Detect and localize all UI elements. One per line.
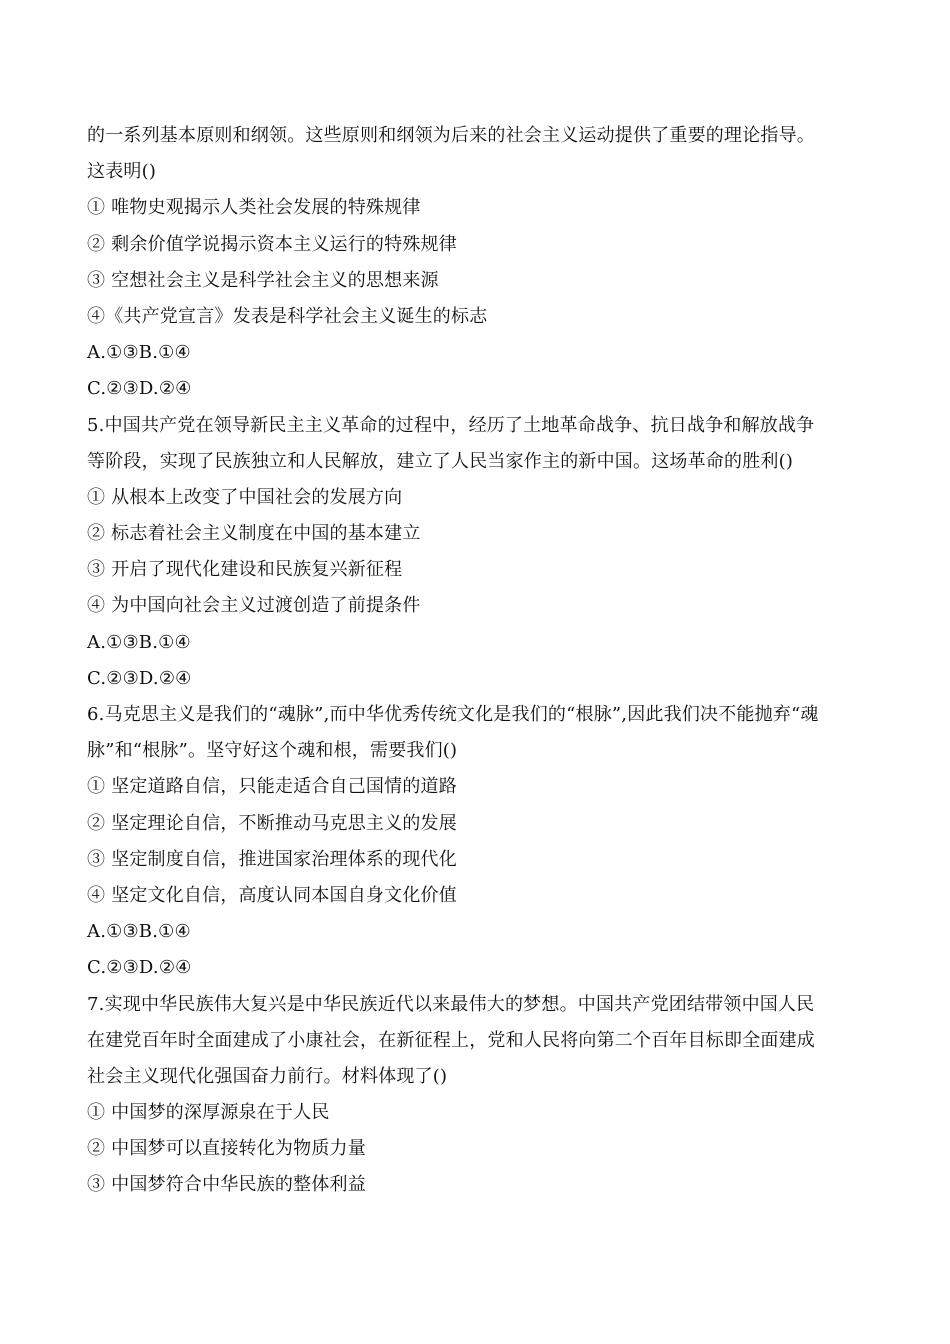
question-stem-line: 7.实现中华民族伟大复兴是中华民族近代以来最伟大的梦想。中国共产党团结带领中国人民 bbox=[87, 993, 815, 1015]
question-stem-line: 脉”和“根脉”。坚守好这个魂和根，需要我们() bbox=[87, 740, 458, 762]
option-line: ④ 坚定文化自信，高度认同本国自身文化价值 bbox=[87, 884, 457, 906]
answer-choices-line: C.②③D.②④ bbox=[87, 667, 192, 689]
answer-choices-line: C.②③D.②④ bbox=[87, 957, 192, 979]
answer-choices-line: A.①③B.①④ bbox=[87, 631, 191, 653]
question-5 bbox=[87, 408, 863, 698]
option-line: ② 剩余价值学说揭示资本主义运行的特殊规律 bbox=[87, 233, 457, 255]
question-stem-line: 在建党百年时全面建成了小康社会，在新征程上，党和人民将向第二个百年目标即全面建成 bbox=[87, 1029, 815, 1051]
option-line: ③ 坚定制度自信，推进国家治理体系的现代化 bbox=[87, 848, 457, 870]
option-line: ② 坚定理论自信，不断推动马克思主义的发展 bbox=[87, 812, 457, 834]
answer-choices-line: A.①③B.①④ bbox=[87, 921, 191, 943]
option-line: ① 从根本上改变了中国社会的发展方向 bbox=[87, 486, 403, 508]
option-line: ③ 中国梦符合中华民族的整体利益 bbox=[87, 1174, 366, 1196]
question-stem-line: 社会主义现代化强国奋力前行。材料体现了() bbox=[87, 1065, 448, 1087]
question-stem-line: 等阶段，实现了民族独立和人民解放，建立了人民当家作主的新中国。这场革命的胜利() bbox=[87, 450, 794, 472]
option-line: ④《共产党宣言》发表是科学社会主义诞生的标志 bbox=[87, 305, 488, 327]
document-page bbox=[87, 118, 863, 1204]
answer-choices-line: C.②③D.②④ bbox=[87, 378, 192, 400]
option-line: ④ 为中国向社会主义过渡创造了前提条件 bbox=[87, 595, 421, 617]
answer-choices-line: A.①③B.①④ bbox=[87, 342, 191, 364]
option-line: ③ 空想社会主义是科学社会主义的思想来源 bbox=[87, 269, 439, 291]
option-line: ① 中国梦的深厚源泉在于人民 bbox=[87, 1102, 330, 1124]
question-6 bbox=[87, 697, 863, 987]
question-7 bbox=[87, 987, 863, 1204]
option-line: ① 坚定道路自信，只能走适合自己国情的道路 bbox=[87, 776, 457, 798]
option-line: ① 唯物史观揭示人类社会发展的特殊规律 bbox=[87, 197, 421, 219]
question-4-tail bbox=[87, 118, 863, 408]
option-line: ② 标志着社会主义制度在中国的基本建立 bbox=[87, 523, 421, 545]
question-stem-line: 5.中国共产党在领导新民主主义革命的过程中，经历了土地革命战争、抗日战争和解放战争 bbox=[87, 414, 815, 436]
option-line: ③ 开启了现代化建设和民族复兴新征程 bbox=[87, 559, 403, 581]
option-line: ② 中国梦可以直接转化为物质力量 bbox=[87, 1138, 366, 1160]
question-stem-line: 6.马克思主义是我们的“魂脉”,而中华优秀传统文化是我们的“根脉”,因此我们决不能抛弃“魂 bbox=[87, 704, 819, 725]
question-stem-line: 这表明() bbox=[87, 161, 157, 183]
question-stem-line: 的一系列基本原则和纲领。这些原则和纲领为后来的社会主义运动提供了重要的理论指导。 bbox=[87, 125, 815, 146]
